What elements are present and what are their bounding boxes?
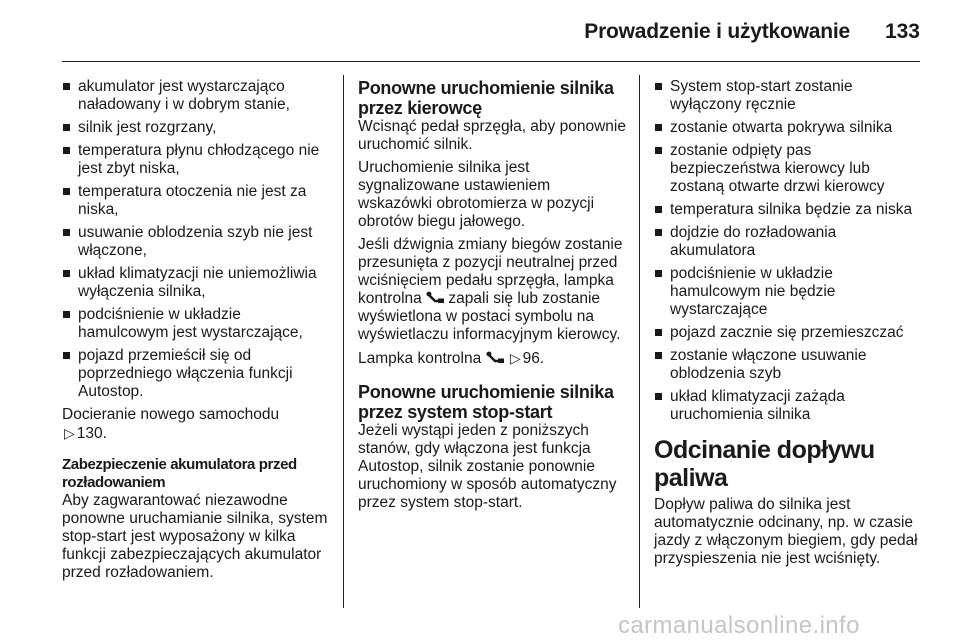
paragraph bbox=[358, 236, 628, 344]
list-item: podciśnienie w układzie hamulcowym jest wystarczające, bbox=[62, 306, 330, 342]
list-item: temperatura otoczenia nie jest za niska, bbox=[62, 183, 330, 219]
list-item: usuwanie oblodzenia szyb nie jest włączone, bbox=[62, 224, 330, 260]
restart-conditions-list bbox=[654, 78, 924, 424]
list-item: temperatura płynu chłodzącego nie jest zbyt niska, bbox=[62, 142, 330, 178]
list-item: silnik jest rozgrzany, bbox=[62, 119, 330, 137]
lamp-reference-text: Lampka kontrolna bbox=[358, 350, 482, 367]
list-item: akumulator jest wystarczająco naładowany i w dobrym stanie, bbox=[62, 78, 330, 114]
list-item: dojdzie do rozładowania akumulatora bbox=[654, 224, 924, 260]
page-title: Prowadzenie i użytkowanie bbox=[584, 20, 850, 43]
break-in-reference bbox=[62, 406, 330, 443]
list-item: podciśnienie w układzie hamulcowym nie będzie wystarczające bbox=[654, 265, 924, 319]
page-link[interactable]: 130. bbox=[76, 425, 107, 442]
page-link[interactable]: 96. bbox=[522, 350, 545, 367]
paragraph-part: Jeśli dźwignia zmiany biegów zostanie przesunięta z pozycji neutralnej przed wciśnięciem pedału sprzęgła, lampka kontrolna bbox=[358, 236, 623, 307]
paragraph: Uruchomienie silnika jest sygnalizowane ustawieniem wskazówki obrotomierza w pozycji obrotów biegu jałowego. bbox=[358, 159, 595, 230]
column-divider bbox=[639, 75, 640, 608]
watermark: carmanualsonline.info bbox=[618, 612, 860, 639]
clutch-pedal-warning-lamp-icon bbox=[426, 291, 444, 304]
list-item: zostanie otwarta pokrywa silnika bbox=[654, 119, 924, 137]
list-item: pojazd przemieścił się od poprzedniego włączenia funkcji Autostop. bbox=[62, 347, 330, 401]
column-2 bbox=[358, 78, 628, 517]
clutch-pedal-warning-lamp-icon bbox=[486, 351, 504, 364]
fuel-cutoff-text: Dopływ paliwa do silnika jest automatycznie odcinany, np. w czasie jazdy z włączonym biegiem, gdy pedał przyspieszenia nie jest wciśnięty. bbox=[654, 496, 918, 567]
paragraph: Wcisnąć pedał sprzęgła, aby ponownie uruchomić silnik. bbox=[358, 118, 626, 153]
driver-restart-heading: Ponowne uruchomienie silnika przez kierowcę bbox=[358, 78, 614, 118]
fuel-cutoff-heading: Odcinanie dopływu paliwa bbox=[654, 436, 875, 492]
column-divider bbox=[343, 75, 344, 608]
page-reference-arrow-icon: ▷ bbox=[64, 425, 75, 441]
column-3 bbox=[654, 78, 924, 573]
paragraph-part: zapali się lub zostanie wyświetlona w postaci symbolu na wyświetlaczu informacyjnym kierowcy. bbox=[358, 290, 621, 343]
list-item: układ klimatyzacji zażąda uruchomienia silnika bbox=[654, 388, 924, 424]
column-1 bbox=[62, 78, 330, 587]
page-reference-arrow-icon: ▷ bbox=[509, 350, 521, 366]
list-item: zostanie odpięty pas bezpieczeństwa kierowcy lub zostaną otwarte drzwi kierowcy bbox=[654, 142, 924, 196]
system-restart-heading: Ponowne uruchomienie silnika przez system stop-start bbox=[358, 382, 614, 422]
page-number: 133 bbox=[884, 20, 920, 43]
break-in-text: Docieranie nowego samochodu bbox=[62, 406, 280, 423]
battery-protection-text: Aby zagwarantować niezawodne ponowne uruchamianie silnika, system stop-start jest wyposażony w kilka funkcji zabezpieczających akumulator przed rozładowaniem. bbox=[62, 492, 328, 581]
list-item: zostanie włączone usuwanie oblodzenia szyb bbox=[654, 347, 924, 383]
battery-protection-heading: Zabezpieczenie akumulatora przed rozładowaniem bbox=[62, 456, 297, 491]
list-item: temperatura silnika będzie za niska bbox=[654, 201, 924, 219]
list-item: System stop-start zostanie wyłączony ręcznie bbox=[654, 78, 924, 114]
autostop-conditions-list bbox=[62, 78, 330, 401]
list-item: układ klimatyzacji nie uniemożliwia wyłączenia silnika, bbox=[62, 265, 330, 301]
lamp-reference bbox=[358, 349, 628, 368]
paragraph: Jeżeli wystąpi jeden z poniższych stanów, gdy włączona jest funkcja Autostop, silnik zostanie ponownie uruchomiony w sposób automatyczny przez system stop-start. bbox=[358, 422, 617, 511]
list-item: pojazd zacznie się przemieszczać bbox=[654, 324, 924, 342]
header-rule bbox=[62, 61, 920, 62]
